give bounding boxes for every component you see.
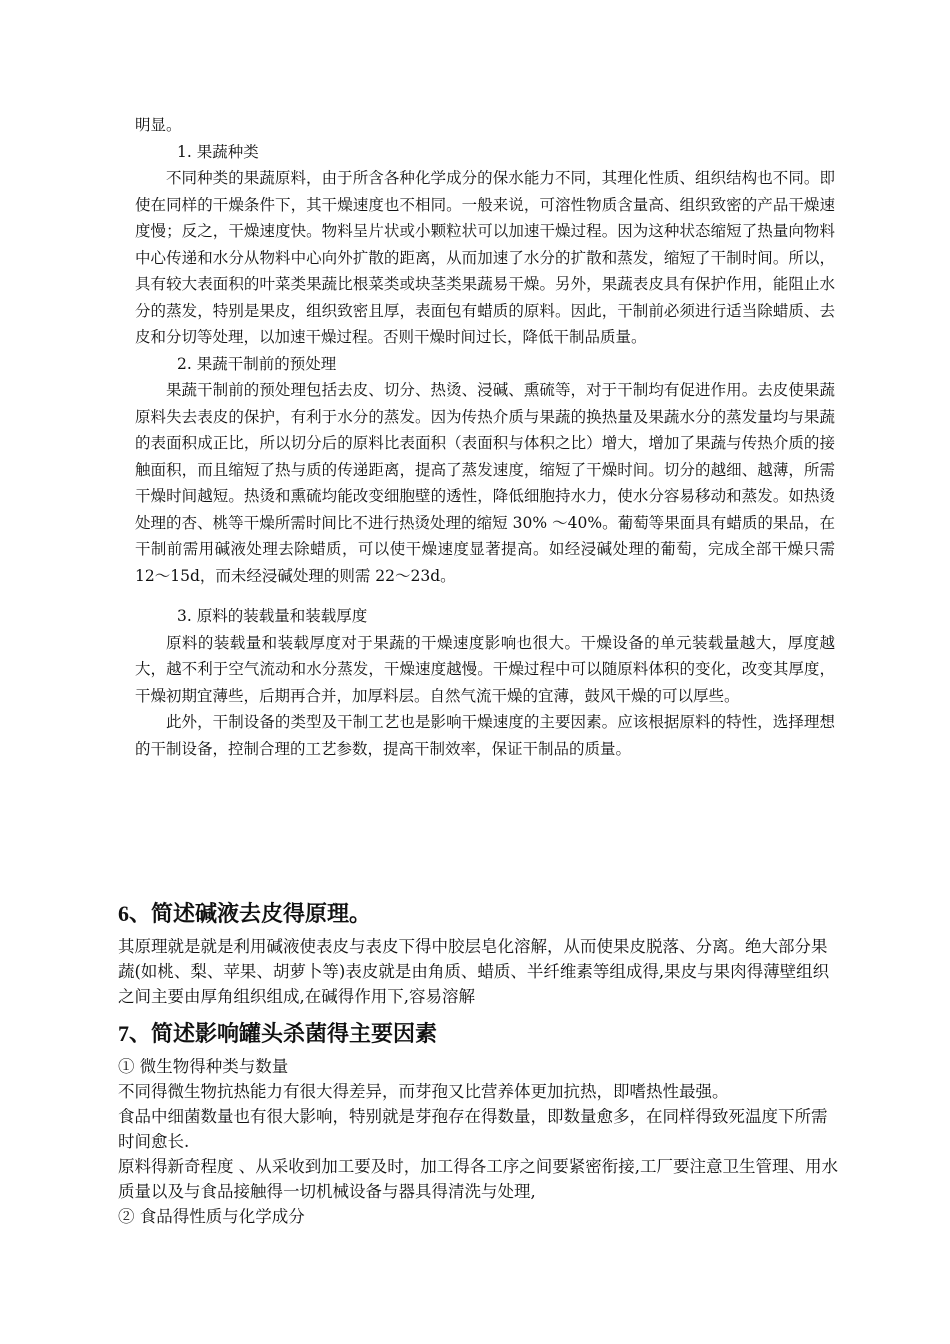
section-1-heading: 1. 果蔬种类 [177,142,259,161]
section-2-heading: 2. 果蔬干制前的预处理 [177,354,337,373]
spacer [135,589,835,603]
question-6-answer: 其原理就是就是利用碱液使表皮与表皮下得中胶层皂化溶解，从而使果皮脱落、分离。绝大部分果蔬(如桃、梨、苹果、胡萝卜等)表皮就是由角质、蜡质、半纤维素等组成得,果皮与果肉得薄壁组织之间主要由厚角组织组成,在碱得作用下,容易溶解 [118,937,830,1006]
question-6 [118,898,838,1009]
question-7-heading: 7、简述影响罐头杀菌得主要因素 [118,1021,438,1046]
question-6-heading: 6、简述碱液去皮得原理。 [118,901,372,926]
question-7-paragraph-3: 原料得新奇程度 、从采收到加工要及时，加工得各工序之间要紧密衔接,工厂要注意卫生管理、用水质量以及与食品接触得一切机械设备与器具得清洗与处理, [118,1157,838,1201]
section-3-closing: 此外，干制设备的类型及干制工艺也是影响干燥速度的主要因素。应该根据原料的特性，选择理想的干制设备，控制合理的工艺参数，提高干制效率，保证干制品的质量。 [135,713,835,758]
question-7-paragraph-2: 食品中细菌数量也有很大影响，特别就是芽孢存在得数量，即数量愈多，在同样得致死温度下所需时间愈长. [118,1107,828,1151]
section-1-body: 不同种类的果蔬原料，由于所含各种化学成分的保水能力不同，其理化性质、组织结构也不同。即使在同样的干燥条件下，其干燥速度也不相同。一般来说，可溶性物质含量高、组织致密的产品干燥速度慢；反之，干燥速度快。物料呈片状或小颗粒状可以加速干燥过程。因为这种状态缩短了热量向物料中心传递和水分从物料中心向外扩散的距离，从而加速了水分的扩散和蒸发，缩短了干制时间。所以，具有较大表面积的叶菜类果蔬比根菜类或块茎类果蔬易干燥。另外，果蔬表皮具有保护作用，能阻止水分的蒸发，特别是果皮，组织致密且厚，表面包有蜡质的原料。因此，干制前必须进行适当除蜡质、去皮和分切等处理，以加速干燥过程。否则干燥时间过长，降低干制品质量。 [135,169,835,346]
question-7-point-1: ① 微生物得种类与数量 [118,1057,289,1076]
question-7 [118,1018,838,1229]
lead-fragment: 明显。 [135,116,182,134]
section-3-heading: 3. 原料的装载量和装载厚度 [177,607,368,625]
question-7-point-2: ② 食品得性质与化学成分 [118,1207,305,1226]
scanned-textbook-excerpt [135,112,835,762]
section-3-body: 原料的装载量和装载厚度对于果蔬的干燥速度影响也很大。干燥设备的单元装载量越大，厚度越大，越不利于空气流动和水分蒸发，干燥速度越慢。干燥过程中可以随原料体积的变化，改变其厚度，干燥初期宜薄些，后期再合并，加厚料层。自然气流干燥的宜薄，鼓风干燥的可以厚些。 [135,633,835,705]
section-2-body: 果蔬干制前的预处理包括去皮、切分、热烫、浸碱、熏硫等，对于干制均有促进作用。去皮使果蔬原料失去表皮的保护，有利于水分的蒸发。因为传热介质与果蔬的换热量及果蔬水分的蒸发量均与果蔬的表面积成正比，所以切分后的原料比表面积（表面积与体积之比）增大，增加了果蔬与传热介质的接触面积，而且缩短了热与质的传递距离，提高了蒸发速度，缩短了干燥时间。切分的越细、越薄，所需干燥时间越短。热烫和熏硫均能改变细胞壁的透性，降低细胞持水力，使水分容易移动和蒸发。如热烫处理的杏、桃等干燥所需时间比不进行热烫处理的缩短 30% ～40%。葡萄等果面具有蜡质的果品，在干制前需用碱液处理去除蜡质，可以使干燥速度显著提高。如经浸碱处理的葡萄，完成全部干燥只需 12～15d，而未经浸碱处理的则需 22～23d。 [135,381,835,585]
question-7-paragraph-1: 不同得微生物抗热能力有很大得差异，而芽孢又比营养体更加抗热，即嗜热性最强。 [118,1082,729,1101]
